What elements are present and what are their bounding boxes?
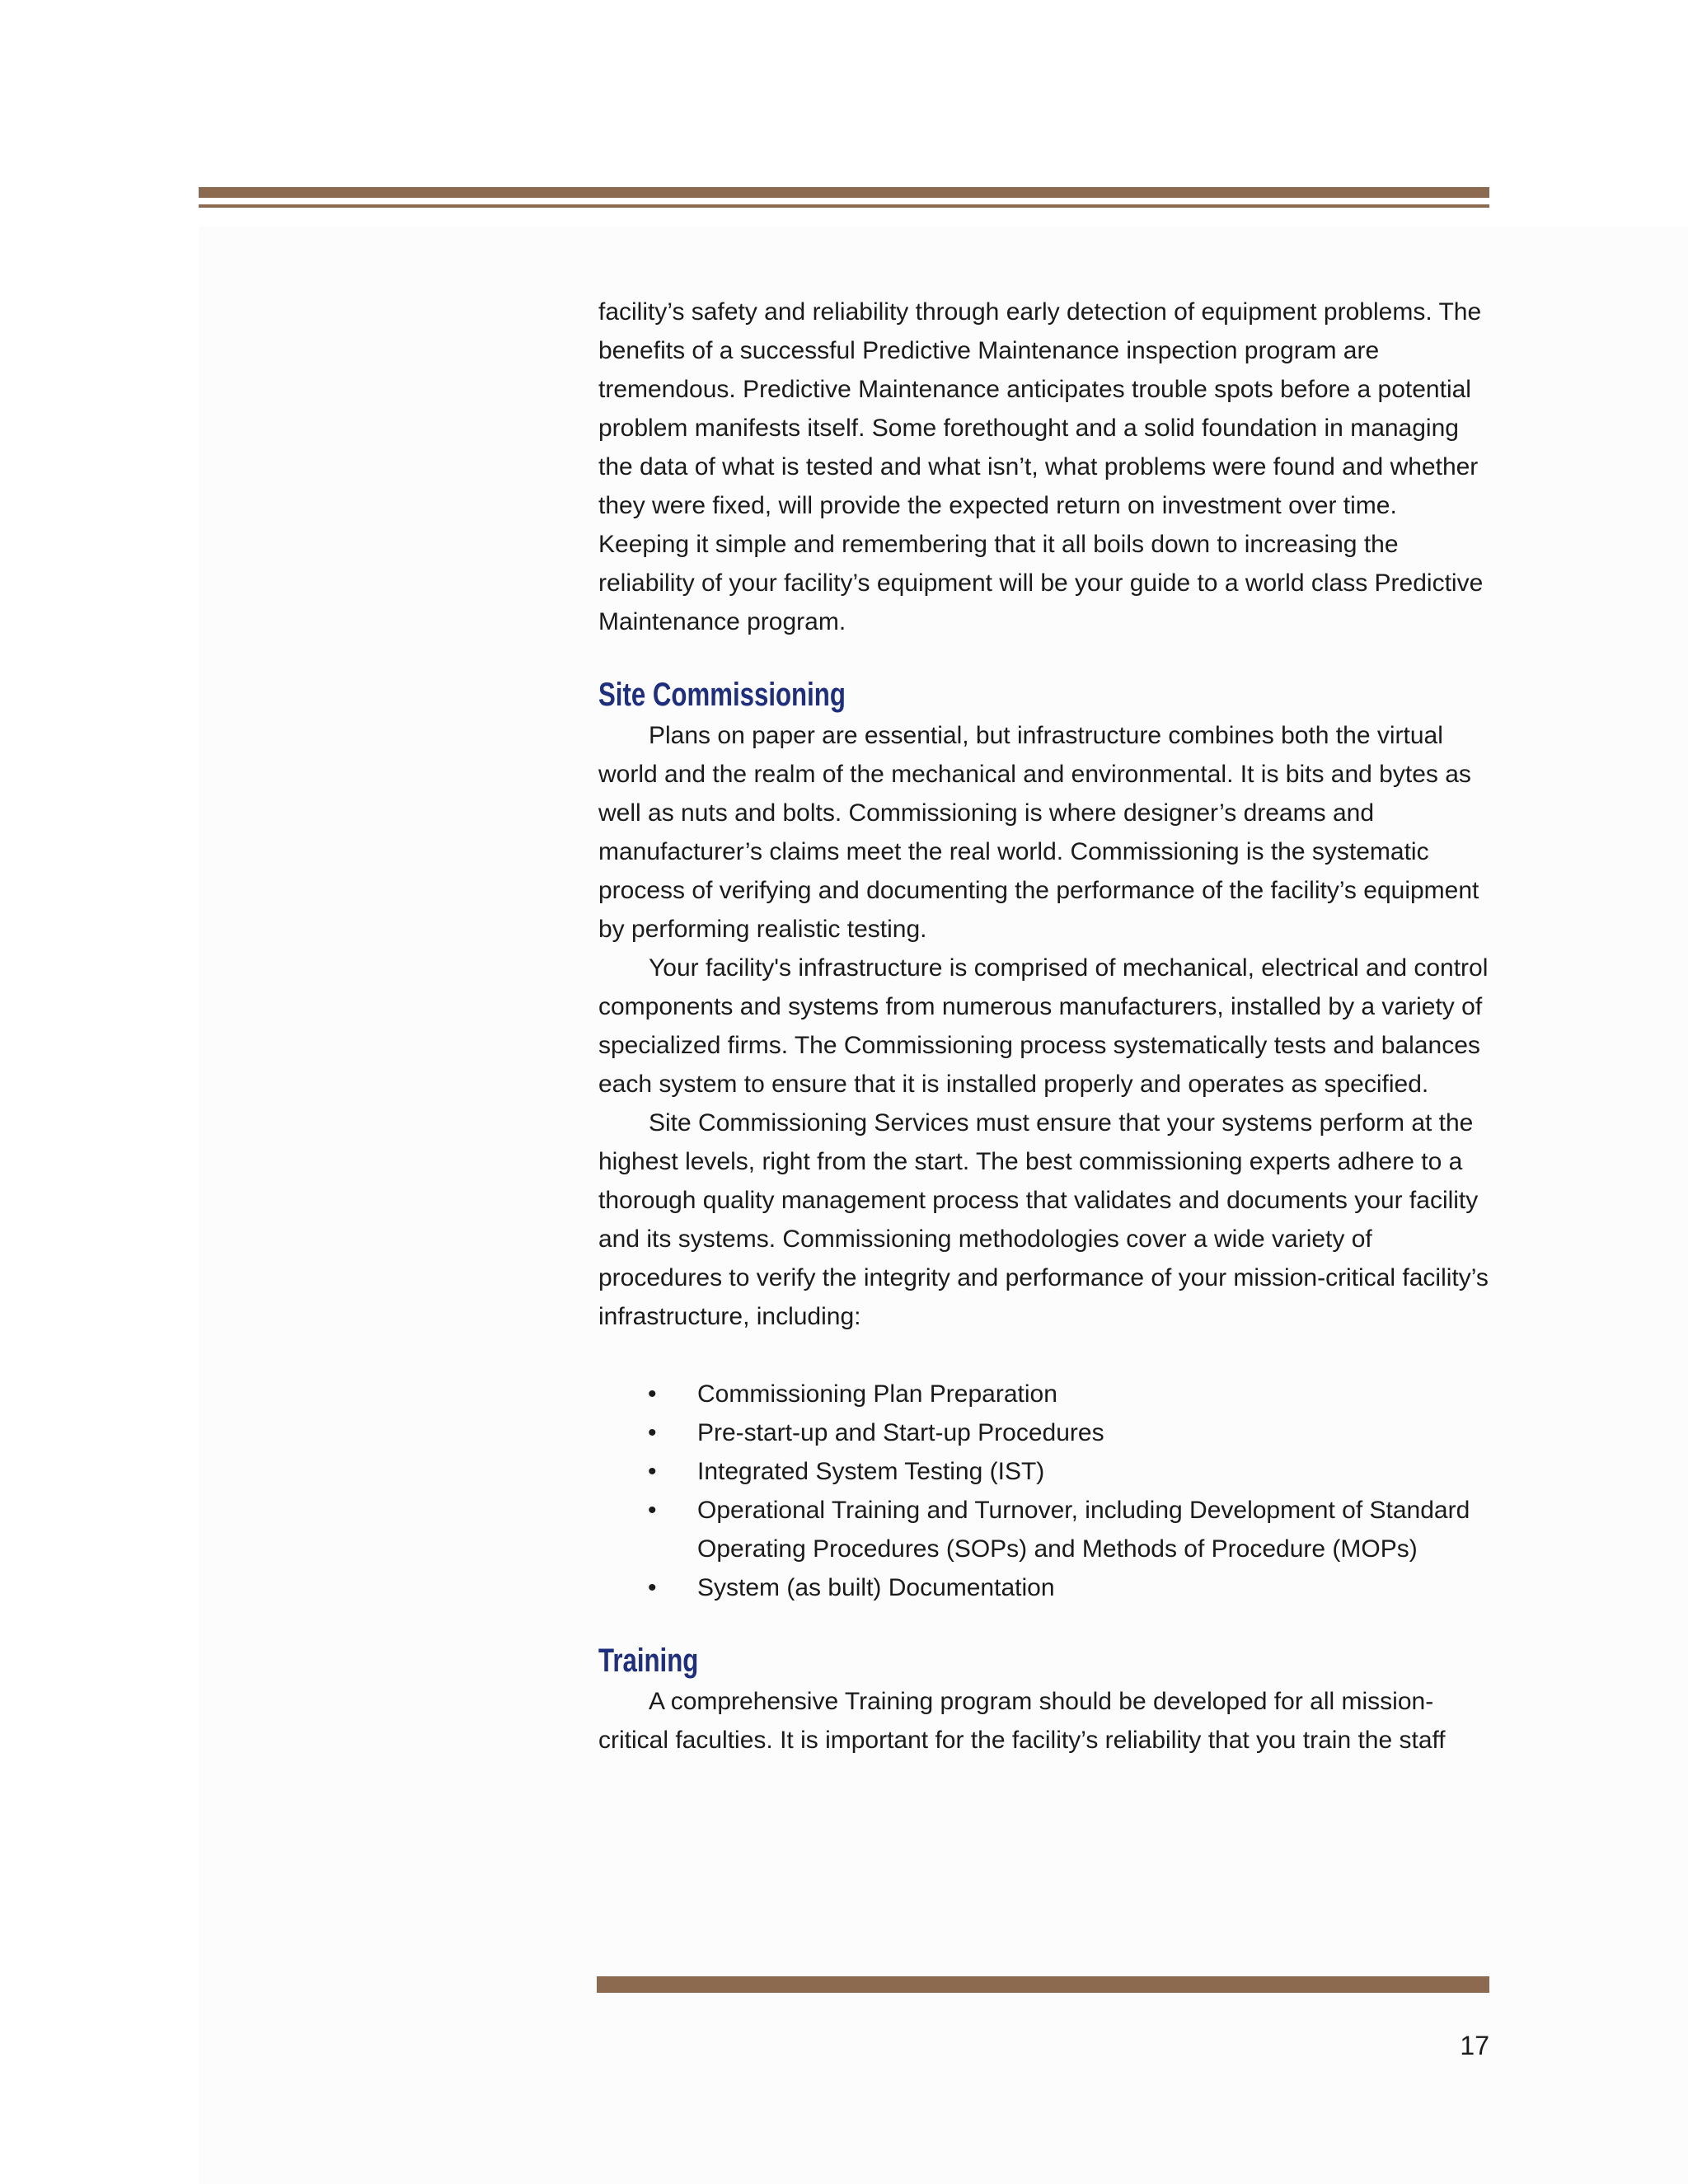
bullet-item (598, 1568, 1493, 1607)
training-paragraph-1: A comprehensive Training program should be developed for all mission-critical faculties. It is important for the facility’s reliability that you train the staff (598, 1688, 1446, 1754)
commissioning-bullet-list (598, 1375, 1493, 1607)
bullet-item (598, 1413, 1493, 1452)
header-rule-thick (199, 187, 1489, 198)
bullet-item-text: System (as built) Documentation (697, 1574, 1055, 1601)
bullet-item (598, 1452, 1493, 1491)
bullet-item-text: Pre-start-up and Start-up Procedures (697, 1419, 1104, 1446)
bullet-item (598, 1375, 1493, 1413)
bullet-item-text: Integrated System Testing (IST) (697, 1458, 1045, 1485)
header-rule-thin (199, 204, 1489, 208)
bullet-item-text: Operational Training and Turnover, including Development of Standard Operating Procedures (SOPs) and Methods of Procedure (MOPs) (697, 1497, 1470, 1563)
bullet-icon: • (648, 1574, 657, 1601)
bullet-item (598, 1491, 1493, 1568)
footer-rule (597, 1976, 1489, 1993)
commissioning-paragraph-2: Your facility's infrastructure is comprised of mechanical, electrical and control components and systems from numerous manufacturers, installed by a variety of specialized firms. The Commissioning process systematically tests and balances each system to ensure that it is installed properly and operates as specified. (598, 954, 1489, 1098)
intro-paragraph: facility’s safety and reliability through early detection of equipment problems. The benefits of a successful Predictive Maintenance inspection program are tremendous. Predictive Maintenance anticipates trouble spots before a potential problem manifests itself. Some forethought and a solid foundation in managing the data of what is tested and what isn’t, what problems were found and whether they were fixed, will provide the expected return on investment over time. Keeping it simple and remembering that it all boils down to increasing the reliability of your facility’s equipment will be your guide to a world class Predictive Maintenance program. (598, 298, 1484, 635)
page-number: 17 (1460, 2031, 1489, 2060)
bullet-icon: • (648, 1380, 657, 1408)
document-body (598, 293, 1493, 1760)
bullet-icon: • (648, 1458, 657, 1485)
commissioning-paragraph-1: Plans on paper are essential, but infrastructure combines both the virtual world and the realm of the mechanical and environmental. It is bits and bytes as well as nuts and bolts. Commissioning is where designer’s dreams and manufacturer’s claims meet the real world. Commissioning is the systematic process of verifying and documenting the performance of the facility’s equipment by performing realistic testing. (598, 722, 1479, 943)
section-heading-training: Training (598, 1643, 699, 1679)
bullet-icon: • (648, 1419, 657, 1446)
section-heading-site-commissioning: Site Commissioning (598, 677, 846, 713)
bullet-item-text: Commissioning Plan Preparation (697, 1380, 1057, 1408)
bullet-icon: • (648, 1497, 657, 1524)
commissioning-paragraph-3: Site Commissioning Services must ensure that your systems perform at the highest levels, right from the start. The best commissioning experts adhere to a thorough quality management process that validates and documents your facility and its systems. Commissioning methodologies cover a wide variety of procedures to verify the integrity and performance of your mission-critical facility’s infrastructure, including: (598, 1109, 1489, 1330)
